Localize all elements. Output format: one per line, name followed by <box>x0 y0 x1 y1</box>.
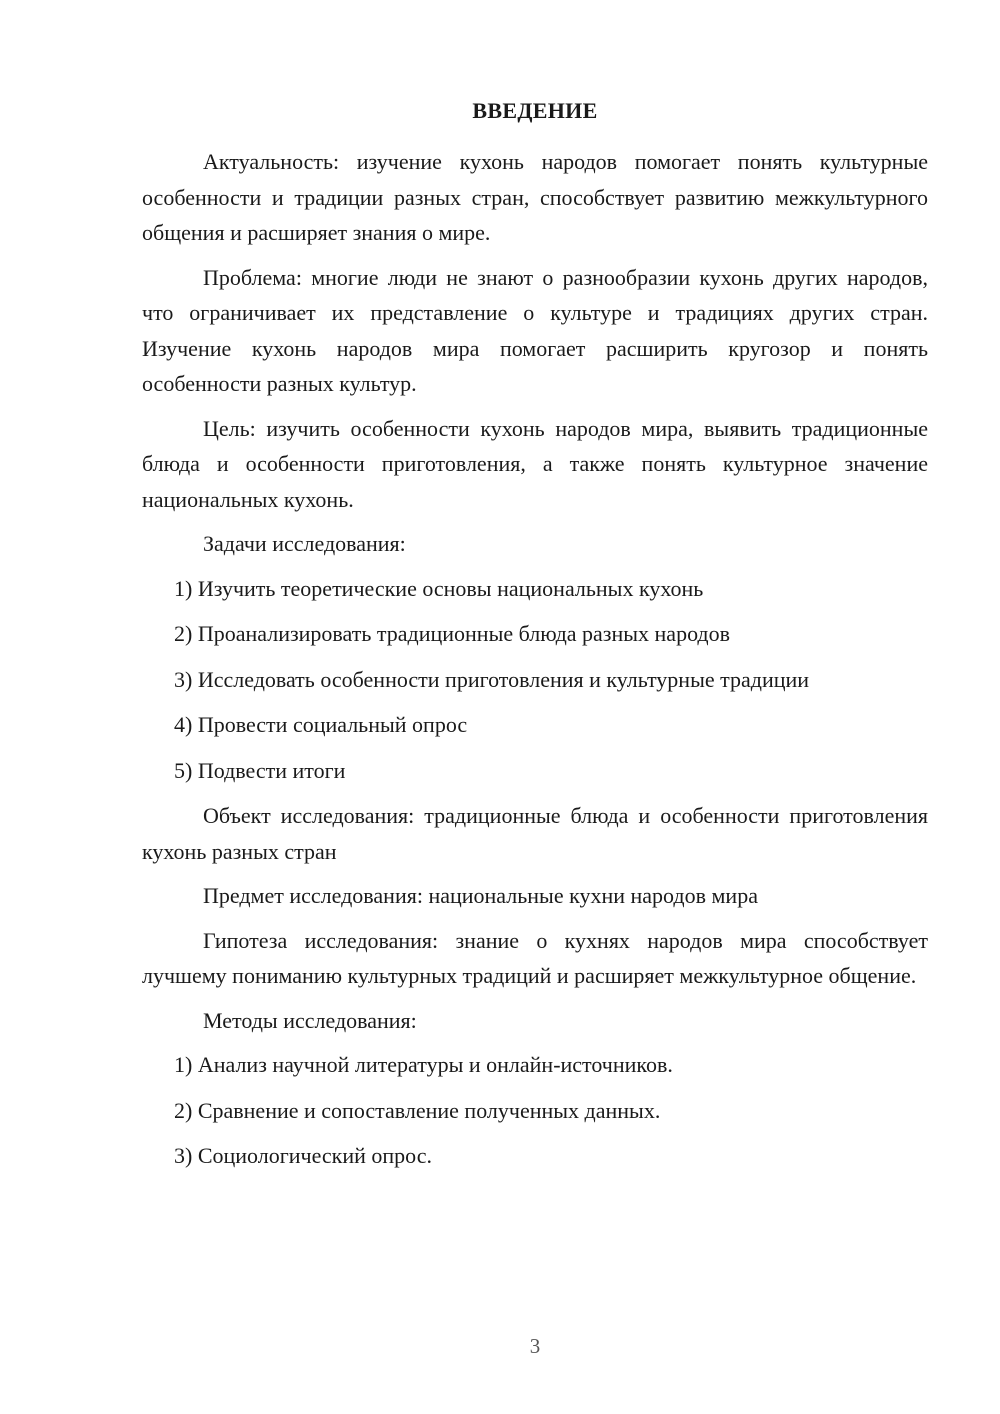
list-item: 3) Социологический опрос. <box>174 1143 432 1168</box>
list-item: 1) Анализ научной литературы и онлайн-источников. <box>174 1052 673 1077</box>
list-item: 5) Подвести итоги <box>174 757 346 783</box>
tasks-heading: Задачи исследования: <box>203 531 406 556</box>
relevance-paragraph: Актуальность: изучение кухонь народов помогает понять культурные особенности и традиции разных стран, способствует развитию межкультурного общения и расширяет знания о мире. <box>142 149 928 245</box>
methods-list <box>142 1047 928 1174</box>
list-item: 1) Изучить теоретические основы национальных кухонь <box>174 575 704 601</box>
page-title: ВВЕДЕНИЕ <box>472 98 598 123</box>
list-item: 3) Исследовать особенности приготовления и культурные традиции <box>174 666 810 692</box>
hypothesis-paragraph: Гипотеза исследования: знание о кухнях народов мира способствует лучшему пониманию культурных традиций и расширяет межкультурное общение. <box>142 927 928 988</box>
page-number: 3 <box>529 1334 541 1358</box>
object-paragraph: Объект исследования: традиционные блюда и особенности приготовления кухонь разных стран <box>142 803 928 864</box>
list-item: 2) Сравнение и сопоставление полученных данных. <box>174 1097 661 1123</box>
list-item: 4) Провести социальный опрос <box>174 712 468 737</box>
document-body <box>142 144 928 1184</box>
tasks-list <box>142 571 928 789</box>
document-page <box>142 0 928 1414</box>
goal-paragraph: Цель: изучить особенности кухонь народов мира, выявить традиционные блюда и особенности приготовления, а также понять культурное значение национальных кухонь. <box>142 415 928 512</box>
subject-paragraph: Предмет исследования: национальные кухни народов мира <box>203 883 758 908</box>
problem-paragraph: Проблема: многие люди не знают о разнообразии кухонь других народов, что ограничивает их представление о культуре и традициях других стран. Изучение кухонь народов мира помогает расширить кругозор и понять особенности разных культур. <box>142 264 928 396</box>
list-item: 2) Проанализировать традиционные блюда разных народов <box>174 621 731 646</box>
methods-heading: Методы исследования: <box>203 1007 417 1033</box>
